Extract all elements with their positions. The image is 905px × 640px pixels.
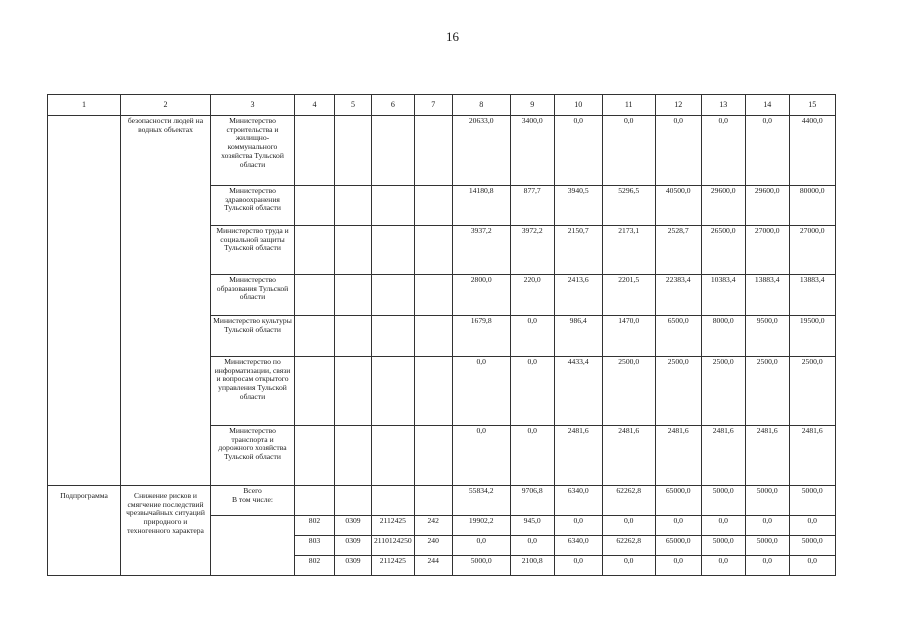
value-cell: 877,7 xyxy=(510,186,554,226)
value-cell: 0,0 xyxy=(745,116,789,186)
value-cell: 65000,0 xyxy=(655,486,701,516)
value-cell: 2413,6 xyxy=(554,275,602,316)
value-cell: 6340,0 xyxy=(554,536,602,556)
empty-cell xyxy=(295,357,335,426)
value-cell: 2500,0 xyxy=(745,357,789,426)
header-cell: 15 xyxy=(789,95,835,116)
value-cell: 26500,0 xyxy=(701,226,745,275)
value-cell: 5000,0 xyxy=(452,556,510,576)
value-cell: 3972,2 xyxy=(510,226,554,275)
empty-cell xyxy=(414,186,452,226)
value-cell: 2800,0 xyxy=(452,275,510,316)
value-cell: 19500,0 xyxy=(789,316,835,357)
empty-cell xyxy=(48,116,121,486)
header-cell: 8 xyxy=(452,95,510,116)
value-cell: 2481,6 xyxy=(745,426,789,486)
value-cell: 2481,6 xyxy=(655,426,701,486)
empty-cell xyxy=(295,186,335,226)
value-cell: 6340,0 xyxy=(554,486,602,516)
value-cell: 0,0 xyxy=(745,556,789,576)
value-cell: 2481,6 xyxy=(602,426,655,486)
value-cell: 2528,7 xyxy=(655,226,701,275)
code-cell: 2110124250 xyxy=(372,536,415,556)
value-cell: 2150,7 xyxy=(554,226,602,275)
value-cell: 0,0 xyxy=(452,536,510,556)
empty-cell xyxy=(335,226,372,275)
value-cell: 2500,0 xyxy=(602,357,655,426)
value-cell: 0,0 xyxy=(655,556,701,576)
ministry-name: Министерство образования Тульской области xyxy=(211,275,295,316)
event-name-cell: безопасности людей на водных объектах xyxy=(121,116,211,486)
header-cell: 1 xyxy=(48,95,121,116)
value-cell: 5000,0 xyxy=(789,536,835,556)
empty-cell xyxy=(335,426,372,486)
value-cell: 27000,0 xyxy=(745,226,789,275)
value-cell: 0,0 xyxy=(789,516,835,536)
subprogram-label: Подпрограмма xyxy=(48,486,121,576)
empty-cell xyxy=(414,226,452,275)
code-cell: 242 xyxy=(414,516,452,536)
value-cell: 0,0 xyxy=(510,316,554,357)
value-cell: 0,0 xyxy=(510,426,554,486)
value-cell: 2481,6 xyxy=(554,426,602,486)
value-cell: 29600,0 xyxy=(745,186,789,226)
value-cell: 62262,8 xyxy=(602,486,655,516)
header-cell: 5 xyxy=(335,95,372,116)
empty-cell xyxy=(295,316,335,357)
empty-cell xyxy=(372,426,415,486)
empty-cell xyxy=(295,426,335,486)
code-cell: 802 xyxy=(295,516,335,536)
empty-cell xyxy=(372,316,415,357)
page-number: 16 xyxy=(446,29,459,44)
value-cell: 0,0 xyxy=(554,556,602,576)
including-label: В том числе: xyxy=(231,494,274,504)
code-cell: 244 xyxy=(414,556,452,576)
value-cell: 3940,5 xyxy=(554,186,602,226)
ministry-name: Министерство транспорта и дорожного хозяйства Тульской области xyxy=(211,426,295,486)
total-label-cell xyxy=(211,486,295,516)
value-cell: 27000,0 xyxy=(789,226,835,275)
value-cell: 5000,0 xyxy=(745,536,789,556)
value-cell: 0,0 xyxy=(655,516,701,536)
header-cell: 6 xyxy=(372,95,415,116)
code-cell: 240 xyxy=(414,536,452,556)
ministry-name: Министерство по информатизации, связи и вопросам открытого управления Тульской области xyxy=(211,357,295,426)
code-cell: 2112425 xyxy=(372,516,415,536)
value-cell: 0,0 xyxy=(602,116,655,186)
value-cell: 5000,0 xyxy=(701,536,745,556)
empty-cell xyxy=(211,516,295,576)
value-cell: 13883,4 xyxy=(745,275,789,316)
value-cell: 0,0 xyxy=(452,357,510,426)
value-cell: 4433,4 xyxy=(554,357,602,426)
empty-cell xyxy=(414,316,452,357)
empty-cell xyxy=(335,486,372,516)
value-cell: 9500,0 xyxy=(745,316,789,357)
empty-cell xyxy=(295,226,335,275)
empty-cell xyxy=(295,275,335,316)
header-cell: 9 xyxy=(510,95,554,116)
value-cell: 5000,0 xyxy=(701,486,745,516)
code-cell: 0309 xyxy=(335,516,372,536)
value-cell: 945,0 xyxy=(510,516,554,536)
value-cell: 9706,8 xyxy=(510,486,554,516)
header-cell: 10 xyxy=(554,95,602,116)
value-cell: 19902,2 xyxy=(452,516,510,536)
value-cell: 62262,8 xyxy=(602,536,655,556)
value-cell: 13883,4 xyxy=(789,275,835,316)
value-cell: 0,0 xyxy=(701,556,745,576)
empty-cell xyxy=(372,226,415,275)
value-cell: 5000,0 xyxy=(789,486,835,516)
ministry-name: Министерство строительства и жилищно-коммунального хозяйства Тульской области xyxy=(211,116,295,186)
value-cell: 1679,8 xyxy=(452,316,510,357)
empty-cell xyxy=(414,426,452,486)
empty-cell xyxy=(335,357,372,426)
code-cell: 803 xyxy=(295,536,335,556)
value-cell: 0,0 xyxy=(554,516,602,536)
value-cell: 40500,0 xyxy=(655,186,701,226)
header-cell: 4 xyxy=(295,95,335,116)
empty-cell xyxy=(335,116,372,186)
value-cell: 2481,6 xyxy=(701,426,745,486)
empty-cell xyxy=(414,275,452,316)
value-cell: 8000,0 xyxy=(701,316,745,357)
value-cell: 3937,2 xyxy=(452,226,510,275)
value-cell: 22383,4 xyxy=(655,275,701,316)
empty-cell xyxy=(335,186,372,226)
value-cell: 0,0 xyxy=(789,556,835,576)
value-cell: 80000,0 xyxy=(789,186,835,226)
empty-cell xyxy=(414,357,452,426)
empty-cell xyxy=(372,116,415,186)
value-cell: 2481,6 xyxy=(789,426,835,486)
value-cell: 3400,0 xyxy=(510,116,554,186)
table-row xyxy=(48,486,836,516)
value-cell: 0,0 xyxy=(510,357,554,426)
value-cell: 0,0 xyxy=(554,116,602,186)
table-row xyxy=(48,116,836,186)
header-cell: 7 xyxy=(414,95,452,116)
value-cell: 0,0 xyxy=(701,116,745,186)
code-cell: 0309 xyxy=(335,556,372,576)
value-cell: 2500,0 xyxy=(701,357,745,426)
value-cell: 2173,1 xyxy=(602,226,655,275)
empty-cell xyxy=(295,116,335,186)
empty-cell xyxy=(414,116,452,186)
value-cell: 0,0 xyxy=(602,556,655,576)
empty-cell xyxy=(414,486,452,516)
value-cell: 0,0 xyxy=(745,516,789,536)
code-cell: 2112425 xyxy=(372,556,415,576)
value-cell: 2100,8 xyxy=(510,556,554,576)
header-cell: 3 xyxy=(211,95,295,116)
value-cell: 0,0 xyxy=(452,426,510,486)
empty-cell xyxy=(372,275,415,316)
value-cell: 10383,4 xyxy=(701,275,745,316)
empty-cell xyxy=(295,486,335,516)
header-cell: 14 xyxy=(745,95,789,116)
header-row xyxy=(48,95,836,116)
subprogram-title: Снижение рисков и смягчение последствий чрезвычайных ситуаций природного и техногенного характера xyxy=(121,486,211,576)
ministry-name: Министерство труда и социальной защиты Тульской области xyxy=(211,226,295,275)
header-cell: 11 xyxy=(602,95,655,116)
value-cell: 0,0 xyxy=(510,536,554,556)
header-cell: 12 xyxy=(655,95,701,116)
value-cell: 6500,0 xyxy=(655,316,701,357)
value-cell: 14180,8 xyxy=(452,186,510,226)
header-cell: 13 xyxy=(701,95,745,116)
value-cell: 986,4 xyxy=(554,316,602,357)
empty-cell xyxy=(335,275,372,316)
empty-cell xyxy=(372,486,415,516)
value-cell: 20633,0 xyxy=(452,116,510,186)
code-cell: 0309 xyxy=(335,536,372,556)
budget-table xyxy=(47,94,836,576)
ministry-name: Министерство культуры Тульской области xyxy=(211,316,295,357)
value-cell: 0,0 xyxy=(655,116,701,186)
value-cell: 2500,0 xyxy=(655,357,701,426)
value-cell: 220,0 xyxy=(510,275,554,316)
value-cell: 5296,5 xyxy=(602,186,655,226)
value-cell: 2500,0 xyxy=(789,357,835,426)
empty-cell xyxy=(372,357,415,426)
empty-cell xyxy=(372,186,415,226)
value-cell: 5000,0 xyxy=(745,486,789,516)
empty-cell xyxy=(335,316,372,357)
code-cell: 802 xyxy=(295,556,335,576)
total-label: Всего xyxy=(243,486,262,495)
ministry-name: Министерство здравоохранения Тульской области xyxy=(211,186,295,226)
value-cell: 55834,2 xyxy=(452,486,510,516)
value-cell: 29600,0 xyxy=(701,186,745,226)
header-cell: 2 xyxy=(121,95,211,116)
value-cell: 2201,5 xyxy=(602,275,655,316)
value-cell: 4400,0 xyxy=(789,116,835,186)
value-cell: 0,0 xyxy=(701,516,745,536)
value-cell: 0,0 xyxy=(602,516,655,536)
value-cell: 65000,0 xyxy=(655,536,701,556)
value-cell: 1470,0 xyxy=(602,316,655,357)
